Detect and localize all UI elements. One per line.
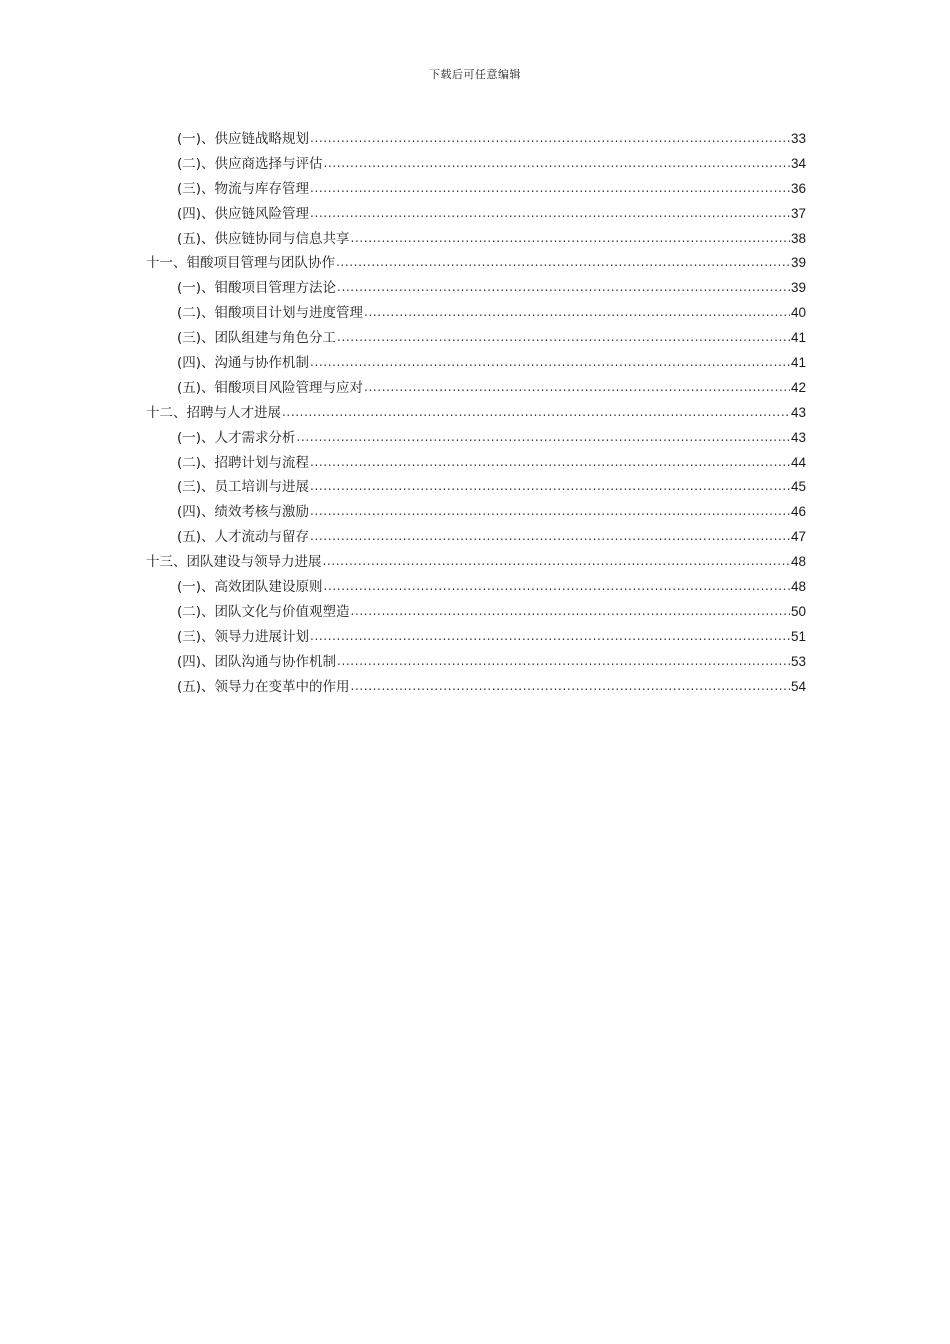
toc-chapter[interactable] (146, 401, 806, 426)
toc-entry[interactable] (146, 625, 806, 650)
toc-chapter-page: 48 (790, 554, 806, 570)
toc-entry-page: 46 (790, 504, 806, 520)
toc-entry-page: 53 (790, 653, 806, 669)
toc-entry-page: 37 (790, 205, 806, 221)
toc-dot-leader (310, 130, 790, 144)
toc-entry-page: 54 (790, 678, 806, 694)
toc-dot-leader (310, 528, 790, 542)
toc-entry[interactable] (146, 575, 806, 600)
toc-chapter-page: 39 (790, 255, 806, 271)
toc-entry-title: (一)、钼酸项目管理方法论 (177, 280, 337, 297)
toc-dot-leader (351, 677, 790, 691)
toc-entry-page: 48 (790, 579, 806, 595)
toc-entry-page: 43 (790, 429, 806, 445)
toc-entry-page: 47 (790, 529, 806, 545)
toc-entry-title: (三)、员工培训与进展 (177, 479, 310, 496)
toc-entry-page: 41 (790, 330, 806, 346)
toc-dot-leader (337, 652, 790, 666)
toc-entry[interactable] (146, 127, 806, 152)
toc-entry-title: (二)、团队文化与价值观塑造 (177, 603, 350, 620)
toc-dot-leader (337, 329, 790, 343)
toc-entry-title: (四)、沟通与协作机制 (177, 355, 310, 372)
table-of-contents (146, 127, 806, 699)
toc-entry-title: (二)、钼酸项目计划与进度管理 (177, 305, 364, 322)
toc-entry[interactable] (146, 650, 806, 675)
toc-entry-title: (三)、团队组建与角色分工 (177, 330, 337, 347)
toc-entry-page: 34 (790, 155, 806, 171)
toc-dot-leader (323, 553, 790, 567)
toc-dot-leader (337, 279, 790, 293)
toc-entry-page: 42 (790, 379, 806, 395)
toc-entry-title: (四)、绩效考核与激励 (177, 504, 310, 521)
toc-dot-leader (310, 503, 790, 517)
toc-entry-page: 44 (790, 454, 806, 470)
toc-dot-leader (324, 154, 790, 168)
toc-entry-title: (五)、供应链协同与信息共享 (177, 230, 350, 247)
toc-entry[interactable] (146, 152, 806, 177)
toc-dot-leader (310, 354, 790, 368)
toc-entry-title: (五)、人才流动与留存 (177, 529, 310, 546)
toc-entry[interactable] (146, 227, 806, 252)
toc-entry[interactable] (146, 426, 806, 451)
toc-entry[interactable] (146, 177, 806, 202)
toc-dot-leader (351, 229, 790, 243)
toc-dot-leader (336, 254, 790, 268)
toc-entry[interactable] (146, 500, 806, 525)
toc-dot-leader (364, 304, 790, 318)
toc-entry-page: 41 (790, 355, 806, 371)
toc-entry-page: 38 (790, 230, 806, 246)
toc-entry[interactable] (146, 202, 806, 227)
toc-entry[interactable] (146, 451, 806, 476)
toc-entry[interactable] (146, 475, 806, 500)
toc-entry-page: 39 (790, 280, 806, 296)
toc-chapter-page: 43 (790, 404, 806, 420)
toc-entry-title: (四)、供应链风险管理 (177, 205, 310, 222)
toc-chapter-title: 十一、钼酸项目管理与团队协作 (146, 255, 335, 272)
toc-chapter[interactable] (146, 251, 806, 276)
toc-chapter-title: 十三、团队建设与领导力进展 (146, 554, 322, 571)
toc-entry[interactable] (146, 600, 806, 625)
toc-entry-title: (三)、领导力进展计划 (177, 628, 310, 645)
toc-entry-page: 40 (790, 305, 806, 321)
toc-dot-leader (310, 179, 790, 193)
toc-entry-page: 51 (790, 628, 806, 644)
toc-entry-title: (一)、供应链战略规划 (177, 131, 310, 147)
toc-dot-leader (310, 453, 790, 467)
toc-entry[interactable] (146, 276, 806, 301)
toc-dot-leader (310, 478, 790, 492)
toc-dot-leader (324, 578, 790, 592)
toc-dot-leader (351, 602, 790, 616)
toc-entry-page: 50 (790, 603, 806, 619)
toc-entry[interactable] (146, 525, 806, 550)
toc-entry[interactable] (146, 376, 806, 401)
toc-entry-title: (五)、领导力在变革中的作用 (177, 678, 350, 695)
toc-entry[interactable] (146, 326, 806, 351)
page-header: 下载后可任意编辑 (429, 68, 521, 81)
toc-entry-page: 45 (790, 479, 806, 495)
toc-entry[interactable] (146, 301, 806, 326)
toc-dot-leader (364, 378, 790, 392)
toc-entry[interactable] (146, 675, 806, 700)
toc-entry-title: (三)、物流与库存管理 (177, 180, 310, 197)
toc-entry-title: (一)、人才需求分析 (177, 429, 296, 446)
toc-entry-title: (四)、团队沟通与协作机制 (177, 653, 337, 670)
toc-entry-title: (一)、高效团队建设原则 (177, 579, 323, 596)
toc-dot-leader (282, 403, 790, 417)
toc-entry-title: (二)、供应商选择与评估 (177, 155, 323, 172)
toc-chapter-title: 十二、招聘与人才进展 (146, 404, 281, 421)
toc-entry-title: (五)、钼酸项目风险管理与应对 (177, 379, 364, 396)
toc-chapter[interactable] (146, 550, 806, 575)
toc-dot-leader (297, 428, 790, 442)
toc-entry-page: 33 (790, 131, 806, 146)
toc-entry-page: 36 (790, 180, 806, 196)
toc-dot-leader (310, 204, 790, 218)
toc-entry-title: (二)、招聘计划与流程 (177, 454, 310, 471)
toc-entry[interactable] (146, 351, 806, 376)
toc-dot-leader (310, 627, 790, 641)
